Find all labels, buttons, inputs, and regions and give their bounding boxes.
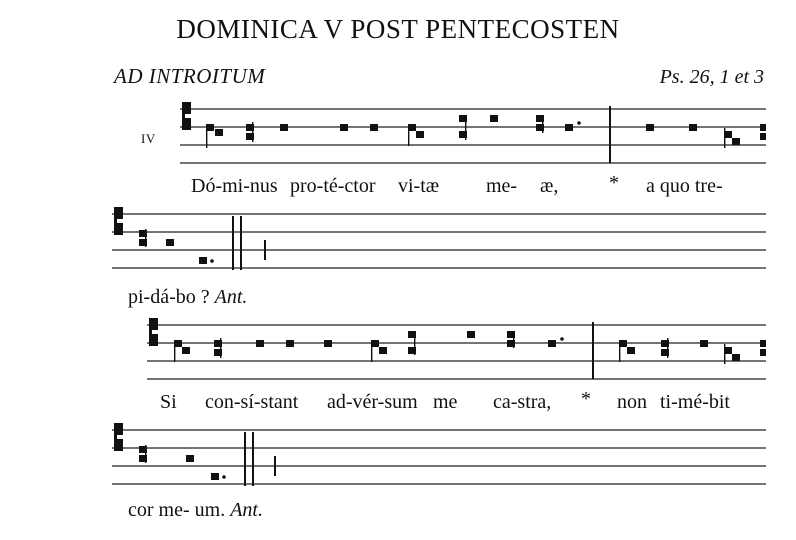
neumes-2 bbox=[139, 229, 266, 264]
syllable-group: con-sí-stant bbox=[205, 391, 299, 413]
page-title: DOMINICA V POST PENTECOSTEN bbox=[176, 14, 620, 44]
syllable-group: vi-tæ bbox=[398, 175, 440, 197]
staff-1 bbox=[180, 102, 766, 163]
staff-2 bbox=[112, 207, 766, 270]
syllable-group: cor me- um. bbox=[128, 499, 226, 521]
syllable-group: me- bbox=[486, 175, 518, 197]
neumes-1 bbox=[206, 115, 766, 148]
staff-3 bbox=[147, 318, 766, 379]
syllable-group: ad-vér-sum bbox=[327, 391, 418, 413]
asterisk-mark: * bbox=[581, 388, 591, 410]
do-clef-icon bbox=[114, 207, 123, 235]
neumes-4 bbox=[139, 445, 276, 480]
do-clef-icon bbox=[182, 102, 191, 130]
syllable-group: non bbox=[617, 391, 647, 413]
psalm-reference: Ps. 26, 1 et 3 bbox=[659, 66, 764, 88]
introit-heading: AD INTROITUM bbox=[114, 64, 266, 88]
neumes-3 bbox=[174, 331, 766, 364]
syllable-group: me bbox=[433, 391, 458, 413]
syllable-group: pi-dá-bo ? bbox=[128, 286, 210, 308]
do-clef-icon bbox=[114, 423, 123, 451]
syllable-group: ti-mé-bit bbox=[660, 391, 730, 413]
mode-indicator: IV bbox=[141, 131, 156, 146]
antiphon-marker: Ant. bbox=[214, 286, 248, 308]
do-clef-icon bbox=[149, 318, 158, 346]
staff-4 bbox=[112, 423, 766, 486]
syllable-group: pro-té-ctor bbox=[290, 175, 376, 197]
antiphon-marker: Ant. bbox=[230, 499, 263, 521]
syllable-group: Dó-mi-nus bbox=[191, 175, 278, 197]
syllable-group: ca-stra, bbox=[493, 391, 552, 413]
syllable-group: Si bbox=[160, 391, 177, 413]
syllable-group: a quo tre- bbox=[646, 175, 723, 197]
syllable-group: æ, bbox=[540, 175, 559, 197]
lyrics-line-2 bbox=[128, 286, 247, 309]
lyrics-line-4 bbox=[128, 499, 263, 522]
asterisk-mark: * bbox=[609, 172, 619, 194]
